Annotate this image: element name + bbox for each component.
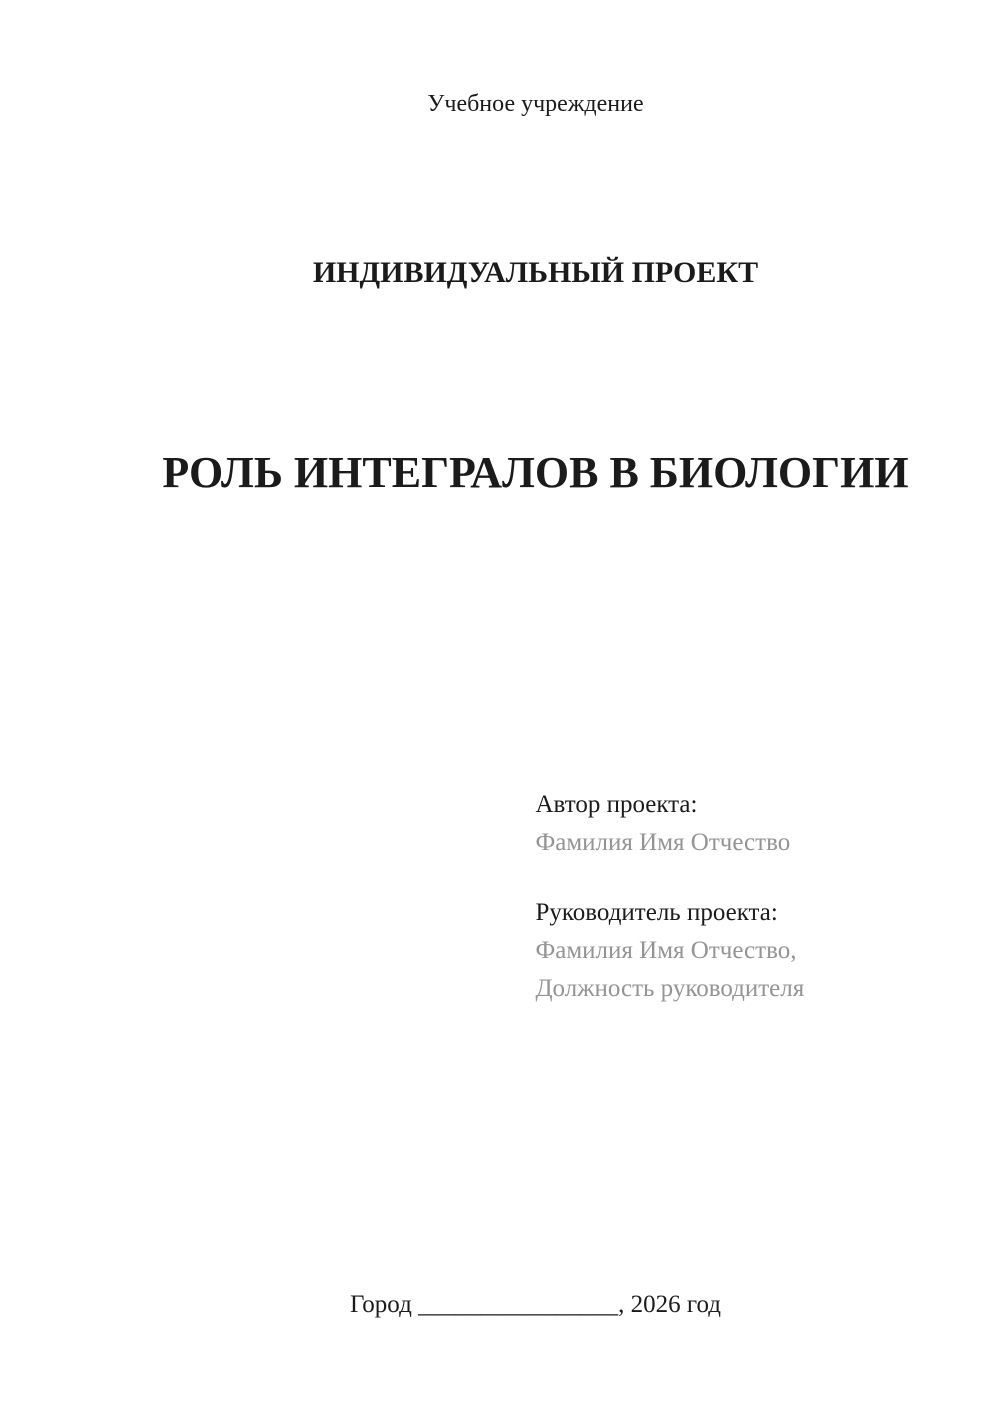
supervisor-name-placeholder: Фамилия Имя Отчество, [535,937,797,964]
city-year-line [142,1286,929,1324]
project-type-heading: ИНДИВИДУАЛЬНЫЙ ПРОЕКТ [312,256,759,289]
credits-block [536,786,990,1008]
institution-line: Учебное учреждение [427,91,644,117]
author-label: Автор проекта: [535,791,698,818]
supervisor-label: Руководитель проекта: [535,899,778,926]
credits-spacer [536,862,990,894]
city-label: Город [350,1291,419,1318]
city-blank-line: ________________ [418,1291,619,1318]
page-content-area [142,0,929,1414]
supervisor-position-placeholder: Должность руководителя [535,975,805,1002]
year-text: , 2026 год [618,1291,721,1318]
project-title: РОЛЬ ИНТЕГРАЛОВ В БИОЛОГИИ [162,448,909,497]
author-group [536,786,990,862]
supervisor-group [536,894,990,1008]
author-name-placeholder: Фамилия Имя Отчество [535,829,791,856]
